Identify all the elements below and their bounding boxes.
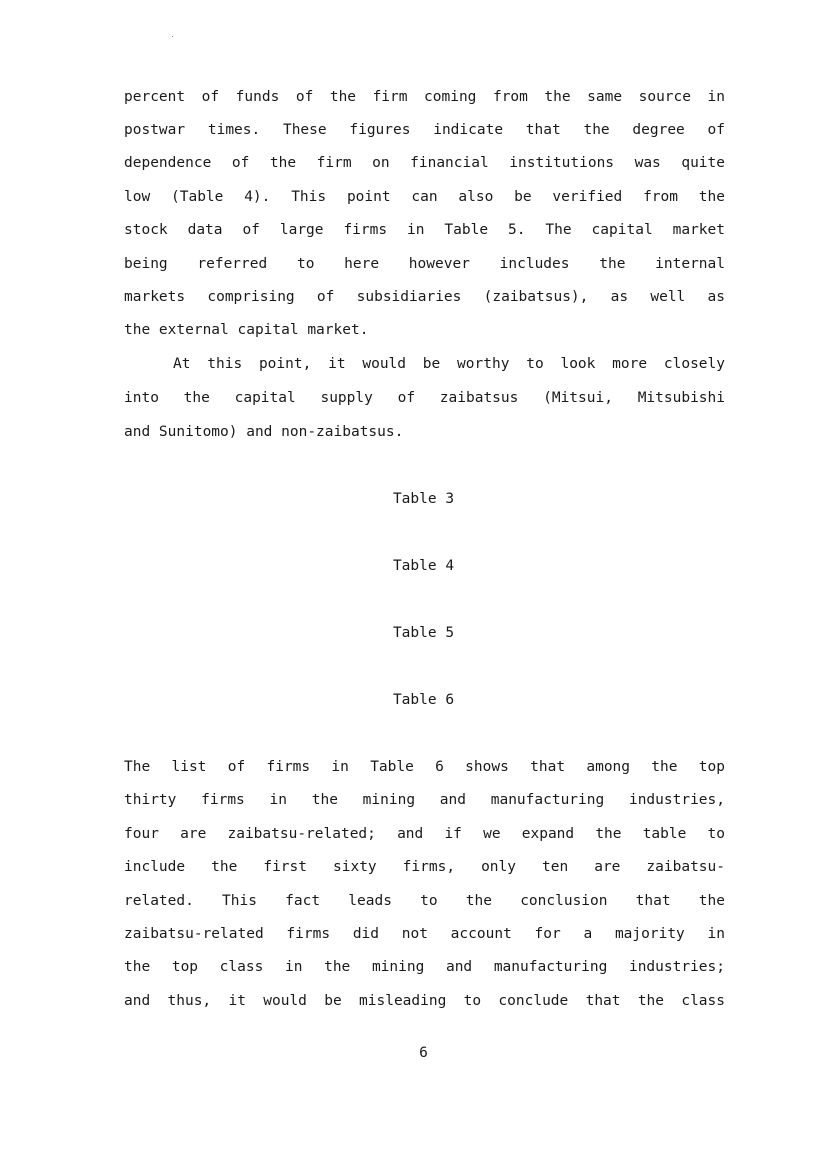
page-number: 6 (419, 1045, 428, 1061)
paragraph-2-line-1: At this point, it would be worthy to look more closely (173, 356, 725, 372)
paragraph-3-line-8: and thus, it would be misleading to conclude that the class (124, 993, 725, 1009)
paragraph-3-line-1: The list of firms in Table 6 shows that among the top (124, 759, 725, 775)
paragraph-1-line-5: stock data of large firms in Table 5. The capital market (124, 222, 725, 238)
scan-speck (172, 36, 173, 37)
paragraph-1-line-1: percent of funds of the firm coming from the same source in (124, 89, 725, 105)
paragraph-2-line-3: and Sunitomo) and non-zaibatsus. (124, 424, 404, 440)
paragraph-1-line-7: markets comprising of subsidiaries (zaibatsus), as well as (124, 289, 725, 305)
paragraph-2-line-2: into the capital supply of zaibatsus (Mitsui, Mitsubishi (124, 390, 725, 406)
paragraph-3-line-2: thirty firms in the mining and manufacturing industries, (124, 792, 725, 808)
paragraph-1-line-4: low (Table 4). This point can also be verified from the (124, 189, 725, 205)
paragraph-3-line-7: the top class in the mining and manufacturing industries; (124, 959, 725, 975)
table-reference: Table 4 (392, 558, 455, 574)
paragraph-3-line-4: include the first sixty firms, only ten are zaibatsu- (124, 859, 725, 875)
paragraph-3-line-3: four are zaibatsu-related; and if we expand the table to (124, 826, 725, 842)
paragraph-1-line-8: the external capital market. (124, 322, 369, 338)
paragraph-3-line-5: related. This fact leads to the conclusion that the (124, 893, 725, 909)
paragraph-1-line-6: being referred to here however includes the internal (124, 256, 725, 272)
paragraph-1-line-3: dependence of the firm on financial institutions was quite (124, 155, 725, 171)
table-reference: Table 5 (392, 625, 455, 641)
table-reference: Table 6 (392, 692, 455, 708)
paragraph-1-line-2: postwar times. These figures indicate that the degree of (124, 122, 725, 138)
table-reference: Table 3 (392, 491, 455, 507)
paragraph-3-line-6: zaibatsu-related firms did not account for a majority in (124, 926, 725, 942)
